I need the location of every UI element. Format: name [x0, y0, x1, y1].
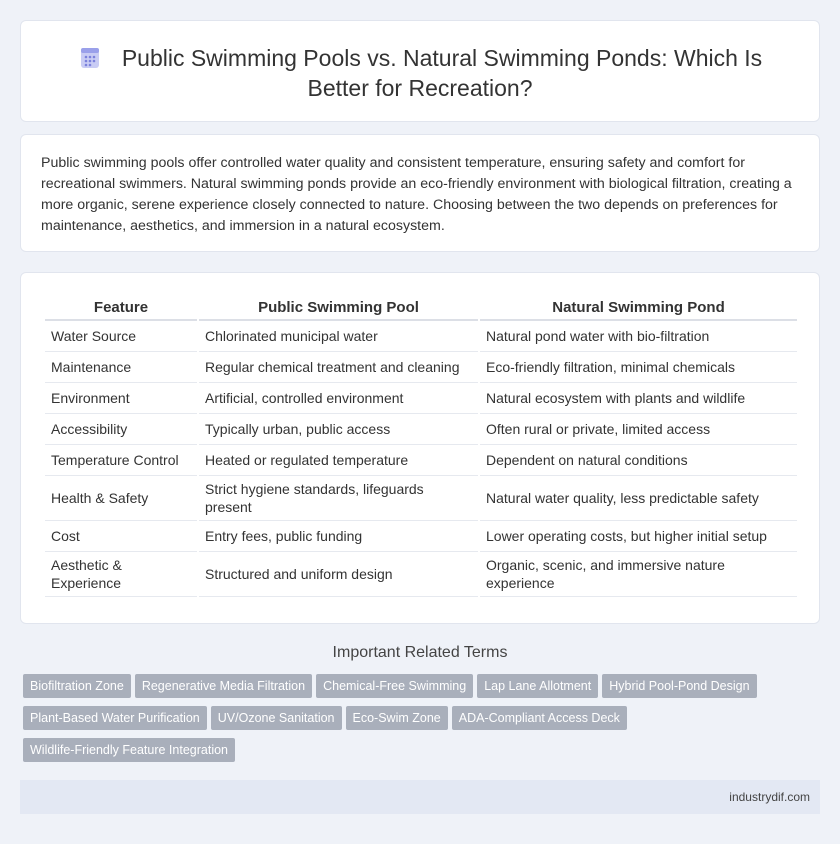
feature-cell: Aesthetic & Experience	[45, 552, 197, 597]
pool-cell: Regular chemical treatment and cleaning	[199, 352, 478, 383]
tag-lap-lane-allotment[interactable]: Lap Lane Allotment	[477, 674, 598, 698]
title-card	[20, 20, 820, 122]
table-row	[45, 414, 797, 445]
tag-regenerative-media-filtration[interactable]: Regenerative Media Filtration	[135, 674, 312, 698]
feature-cell: Cost	[45, 521, 197, 552]
header-natural-pond: Natural Swimming Pond	[480, 295, 797, 321]
pond-cell: Eco-friendly filtration, minimal chemicals	[480, 352, 797, 383]
table-row	[45, 552, 797, 597]
table-row	[45, 352, 797, 383]
pond-cell: Often rural or private, limited access	[480, 414, 797, 445]
pool-cell: Heated or regulated temperature	[199, 445, 478, 476]
pool-cell: Entry fees, public funding	[199, 521, 478, 552]
feature-cell: Environment	[45, 383, 197, 414]
related-terms-section	[20, 644, 820, 770]
tag-chemical-free-swimming[interactable]: Chemical-Free Swimming	[316, 674, 473, 698]
table-row	[45, 521, 797, 552]
header-public-pool: Public Swimming Pool	[199, 295, 478, 321]
tag-wildlife-friendly-feature-integration[interactable]: Wildlife-Friendly Feature Integration	[23, 738, 235, 762]
intro-card	[20, 134, 820, 252]
pool-cell: Artificial, controlled environment	[199, 383, 478, 414]
tag-uv-ozone-sanitation[interactable]: UV/Ozone Sanitation	[211, 706, 342, 730]
pond-cell: Natural pond water with bio-filtration	[480, 321, 797, 352]
pool-cell: Structured and uniform design	[199, 552, 478, 597]
table-row	[45, 321, 797, 352]
pool-cell: Typically urban, public access	[199, 414, 478, 445]
related-terms-tags	[20, 674, 820, 770]
tag-ada-compliant-access-deck[interactable]: ADA-Compliant Access Deck	[452, 706, 627, 730]
pond-cell: Natural water quality, less predictable safety	[480, 476, 797, 521]
footer-site[interactable]: industrydif.com	[729, 790, 810, 804]
table-row	[45, 383, 797, 414]
document-icon	[78, 46, 102, 70]
table-row	[45, 476, 797, 521]
related-terms-title: Important Related Terms	[332, 644, 508, 661]
tag-eco-swim-zone[interactable]: Eco-Swim Zone	[346, 706, 448, 730]
tag-plant-based-water-purification[interactable]: Plant-Based Water Purification	[23, 706, 207, 730]
table-header-row	[45, 295, 797, 321]
feature-cell: Water Source	[45, 321, 197, 352]
header-feature: Feature	[45, 295, 197, 321]
tag-biofiltration-zone[interactable]: Biofiltration Zone	[23, 674, 131, 698]
feature-cell: Maintenance	[45, 352, 197, 383]
pool-cell: Strict hygiene standards, lifeguards present	[199, 476, 478, 521]
feature-cell: Health & Safety	[45, 476, 197, 521]
table-row	[45, 445, 797, 476]
feature-cell: Temperature Control	[45, 445, 197, 476]
feature-cell: Accessibility	[45, 414, 197, 445]
pond-cell: Lower operating costs, but higher initial setup	[480, 521, 797, 552]
pond-cell: Natural ecosystem with plants and wildlife	[480, 383, 797, 414]
page-title-text: Public Swimming Pools vs. Natural Swimming Ponds: Which Is Better for Recreation?	[121, 45, 763, 101]
pond-cell: Dependent on natural conditions	[480, 445, 797, 476]
pool-cell: Chlorinated municipal water	[199, 321, 478, 352]
intro-paragraph: Public swimming pools offer controlled water quality and consistent temperature, ensuring safety and comfort for recreational swimmers. Natural swimming ponds provide an eco-friendly environment with biological filtration, creating a more organic, serene experience closely connected to nature. Choosing between the two depends on preferences for maintenance, aesthetics, and immersion in a natural ecosystem.	[41, 155, 792, 234]
comparison-card	[20, 272, 820, 624]
pond-cell: Organic, scenic, and immersive nature experience	[480, 552, 797, 597]
page-title	[61, 43, 779, 103]
tag-hybrid-pool-pond-design[interactable]: Hybrid Pool-Pond Design	[602, 674, 756, 698]
footer	[20, 780, 820, 814]
comparison-table	[43, 295, 799, 597]
